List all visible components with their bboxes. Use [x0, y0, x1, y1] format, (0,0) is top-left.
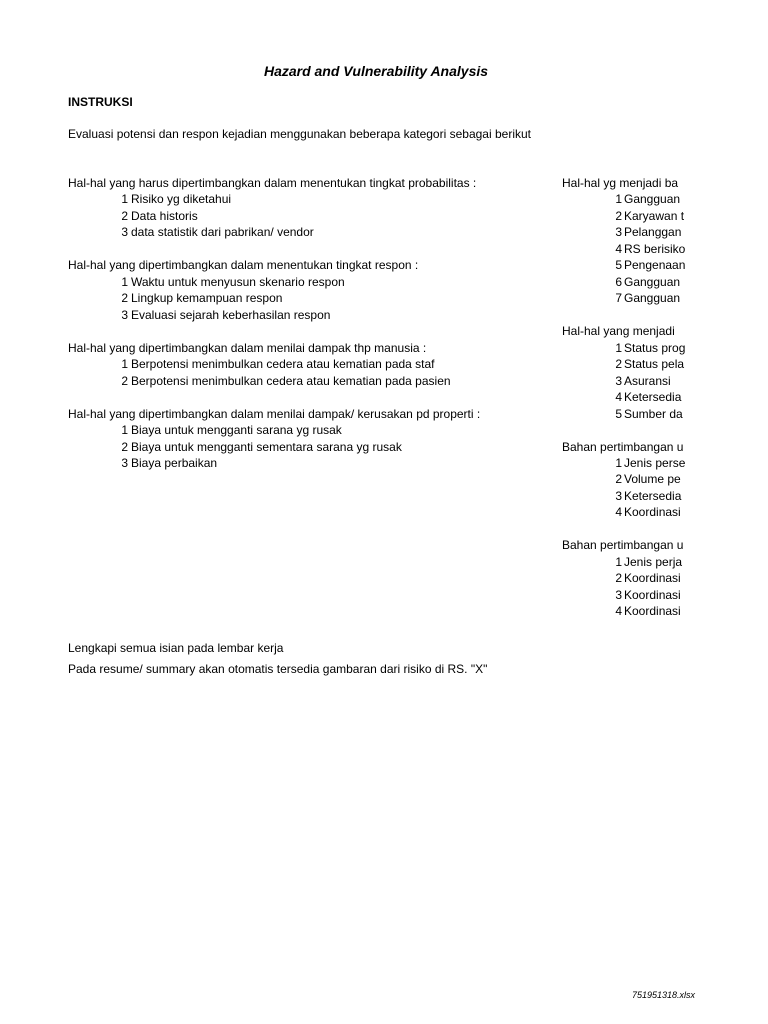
list-item-number: 7: [615, 291, 622, 305]
list-item-number: 1: [121, 192, 128, 206]
file-name-footer: 751951318.xlsx: [632, 990, 696, 1000]
list-item: Waktu untuk menyusun skenario respon: [131, 275, 345, 289]
list-item: Berpotensi menimbulkan cedera atau kematian pada staf: [131, 357, 435, 371]
list-item-number: 4: [615, 604, 622, 618]
list-item: Asuransi: [624, 374, 671, 388]
list-item-number: 4: [615, 390, 622, 404]
list-item-number: 2: [121, 209, 128, 223]
list-item: Gangguan: [624, 275, 681, 289]
list-item-number: 2: [615, 209, 622, 223]
list-item: Karyawan t: [624, 209, 685, 223]
list-item: Gangguan: [624, 192, 681, 206]
list-item: Lingkup kemampuan respon: [131, 291, 283, 305]
document-title: Hazard and Vulnerability Analysis: [263, 63, 489, 79]
list-item-number: 3: [121, 225, 128, 239]
list-item-number: 1: [121, 357, 128, 371]
section-heading: Bahan pertimbangan u: [562, 538, 684, 552]
section-heading: Hal-hal yang menjadi: [562, 324, 675, 338]
list-item-number: 1: [615, 192, 622, 206]
list-item-number: 4: [615, 505, 622, 519]
list-item-number: 1: [121, 275, 128, 289]
list-item: Jenis perse: [624, 456, 685, 470]
list-item: Biaya untuk mengganti sarana yg rusak: [131, 423, 342, 437]
list-item: data statistik dari pabrikan/ vendor: [131, 225, 314, 239]
right-column: [562, 0, 685, 1024]
list-item: Ketersedia: [624, 489, 682, 503]
list-item: Koordinasi: [624, 604, 681, 618]
list-item-number: 2: [121, 291, 128, 305]
list-item-number: 3: [615, 225, 622, 239]
list-item-number: 3: [615, 374, 622, 388]
list-item-number: 3: [615, 588, 622, 602]
closing-line: Lengkapi semua isian pada lembar kerja: [68, 641, 284, 655]
response-heading: Hal-hal yang dipertimbangkan dalam menentukan tingkat respon :: [68, 258, 419, 272]
list-item: Evaluasi sejarah keberhasilan respon: [131, 308, 331, 322]
list-item: Status prog: [624, 341, 685, 355]
list-item: Gangguan: [624, 291, 681, 305]
list-item: RS berisiko: [624, 242, 685, 256]
list-item: Volume pe: [624, 472, 681, 486]
intro-text: Evaluasi potensi dan respon kejadian menggunakan beberapa kategori sebagai berikut: [68, 127, 531, 141]
list-item-number: 2: [615, 571, 622, 585]
list-item-number: 2: [121, 440, 128, 454]
list-item-number: 5: [615, 258, 622, 272]
instructions-heading: INSTRUKSI: [68, 95, 133, 109]
list-item: Koordinasi: [624, 505, 681, 519]
list-item-number: 1: [615, 555, 622, 569]
list-item: Pengenaan: [624, 258, 685, 272]
list-item: Data historis: [131, 209, 198, 223]
list-item: Risiko yg diketahui: [131, 192, 232, 206]
list-item-number: 2: [615, 357, 622, 371]
list-item-number: 4: [615, 242, 622, 256]
list-item-number: 2: [615, 472, 622, 486]
probability-heading: Hal-hal yang harus dipertimbangkan dalam menentukan tingkat probabilitas :: [68, 176, 477, 190]
list-item: Jenis perja: [624, 555, 683, 569]
list-item-number: 6: [615, 275, 622, 289]
list-item: Berpotensi menimbulkan cedera atau kematian pada pasien: [131, 374, 451, 388]
list-item-number: 5: [615, 407, 622, 421]
list-item-number: 1: [615, 456, 622, 470]
list-item: Sumber da: [624, 407, 683, 421]
human-impact-heading: Hal-hal yang dipertimbangkan dalam menilai dampak thp manusia :: [68, 341, 427, 355]
list-item: Biaya perbaikan: [131, 456, 218, 470]
list-item-number: 3: [121, 456, 128, 470]
section-heading: Bahan pertimbangan u: [562, 440, 684, 454]
list-item-number: 1: [121, 423, 128, 437]
business-impact-heading: Hal-hal yg menjadi ba: [562, 176, 679, 190]
list-item-number: 3: [615, 489, 622, 503]
list-item: Biaya untuk mengganti sementara sarana yg rusak: [131, 440, 402, 454]
list-item-number: 1: [615, 341, 622, 355]
list-item-number: 3: [121, 308, 128, 322]
list-item: Koordinasi: [624, 571, 681, 585]
list-item-number: 2: [121, 374, 128, 388]
closing-line: Pada resume/ summary akan otomatis tersedia gambaran dari risiko di RS. "X": [68, 662, 488, 676]
list-item: Koordinasi: [624, 588, 681, 602]
property-impact-heading: Hal-hal yang dipertimbangkan dalam menilai dampak/ kerusakan pd properti :: [68, 407, 481, 421]
list-item: Pelanggan: [624, 225, 682, 239]
list-item: Ketersedia: [624, 390, 682, 404]
list-item: Status pela: [624, 357, 685, 371]
